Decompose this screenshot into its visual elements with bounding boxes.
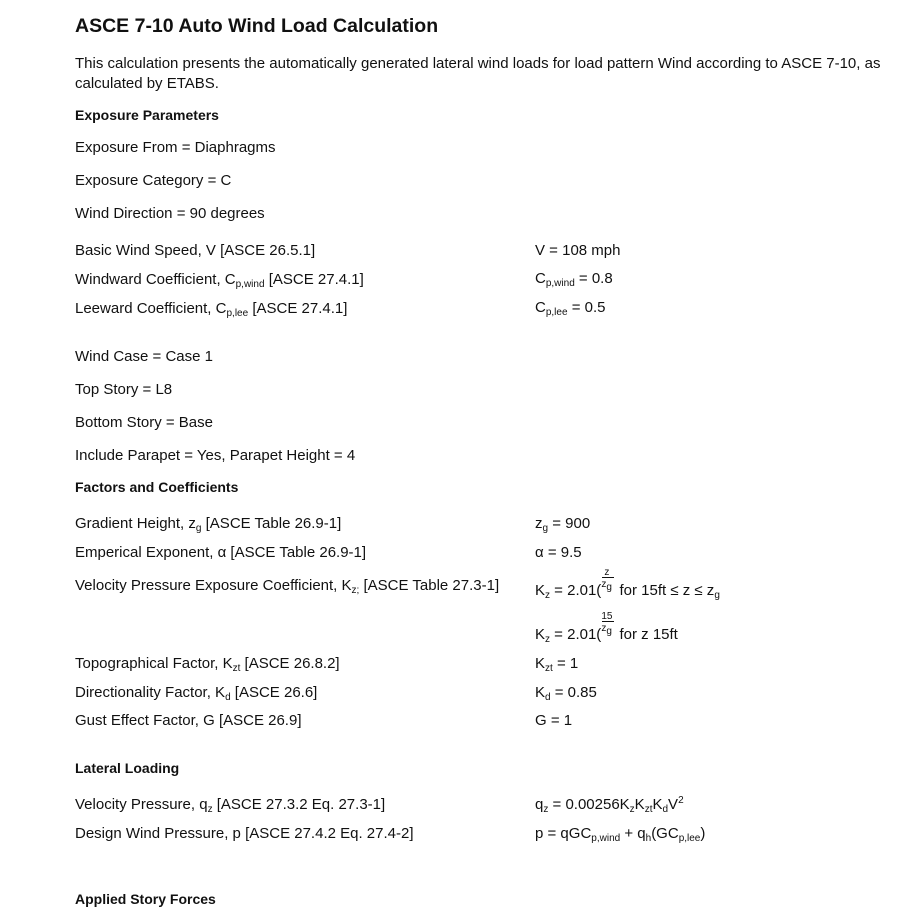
velocity-pressure-label: Velocity Pressure, $q_z$ [ASCE 27.3.2 Eq. 27.3-1] [75,796,386,815]
top-story: Top Story = L8 [75,381,173,398]
wind-case: Wind Case = Case 1 [75,348,213,365]
page-title: ASCE 7-10 Auto Wind Load Calculation [75,15,439,37]
include-parapet: Include Parapet = Yes, Parapet Height = 4 [75,447,356,464]
kz-equation-1: $K_z = 2.01$( $\frac{z}{z_g}$ for $15ft \le z \le z_g$ [535,567,720,601]
basic-wind-speed-label: Basic Wind Speed, V [ASCE 26.5.1] [75,242,316,259]
leeward-coefficient-label: Leeward Coefficient, $C_{p,lee}$ [ASCE 27.4.1] [75,300,348,319]
kz-fraction-2: $\frac{15}{z_g}$ [601,611,613,637]
section-heading-exposure: Exposure Parameters [75,107,219,123]
empirical-exponent-value: α = 9.5 [535,544,582,561]
basic-wind-speed-value: V = 108 mph [535,242,621,259]
kz-label: Velocity Pressure Exposure Coefficient, $K_{z;}$ [ASCE Table 27.3-1] [75,577,500,596]
wind-direction: Wind Direction = 90 degrees [75,205,265,222]
exposure-from: Exposure From = Diaphragms [75,139,276,156]
kz-fraction-1: $\frac{z}{z_g}$ [601,585,615,595]
topographical-factor-value: $K_{zt} = 1$ [535,655,579,674]
design-wind-pressure-label: Design Wind Pressure, p [ASCE 27.4.2 Eq. 27.4-2] [75,825,414,842]
design-wind-pressure-value: $p = qGC_{p,wind} + q_h(GC_{p,lee})$ [535,825,706,844]
section-heading-factors: Factors and Coefficients [75,479,239,495]
leeward-coefficient-value: $C_{p,lee} = 0.5$ [535,299,606,318]
section-heading-applied-story-forces: Applied Story Forces [75,891,216,907]
gradient-height-label: Gradient Height, $z_g$ [ASCE Table 26.9-1] [75,515,342,534]
windward-coefficient-label: Windward Coefficient, $C_{p,wind}$ [ASCE 27.4.1] [75,271,364,290]
directionality-factor-label: Directionality Factor, $K_d$ [ASCE 26.6] [75,684,318,703]
gust-effect-factor-value: G = 1 [535,712,573,729]
topographical-factor-label: Topographical Factor, $K_{zt}$ [ASCE 26.8.2] [75,655,340,674]
intro-paragraph: This calculation presents the automatically generated lateral wind loads for load pattern Wind according to ASCE 7-10, as calculated by ETABS. [75,55,881,92]
velocity-pressure-value: $q_z = 0.00256K_zK_{zt}K_dV^2$ [535,795,684,815]
kz-equation-2: $K_z = 2.01$( $\frac{15}{z_g}$ for z 15ft [535,611,678,645]
bottom-story: Bottom Story = Base [75,414,213,431]
section-heading-lateral: Lateral Loading [75,760,180,776]
directionality-factor-value: $K_d = 0.85$ [535,684,597,703]
windward-coefficient-value: $C_{p,wind} = 0.8$ [535,270,613,289]
empirical-exponent-label: Emperical Exponent, α [ASCE Table 26.9-1] [75,544,367,561]
gust-effect-factor-label: Gust Effect Factor, G [ASCE 26.9] [75,712,302,729]
exposure-category: Exposure Category = C [75,172,232,189]
gradient-height-value: $z_g = 900$ [535,515,591,534]
